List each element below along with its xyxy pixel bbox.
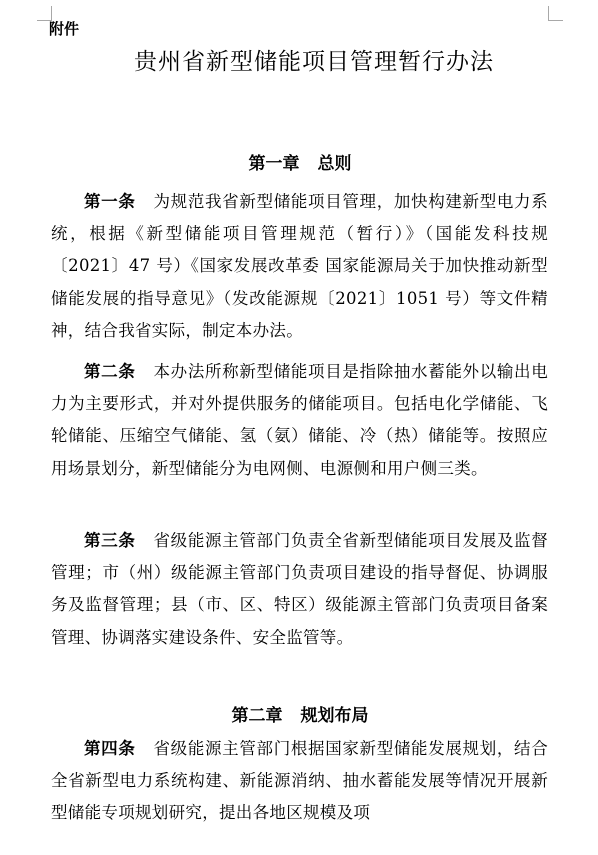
article-text: 省级能源主管部门负责全省新型储能项目发展及监督管理；市（州）级能源主管部门负责项目建设的指导督促、协调服务及监督管理；县（市、区、特区）级能源主管部门负责项目备案管理、协调落实建设条件、安全监管等。 — [51, 531, 549, 647]
attachment-label: 附件 — [49, 20, 80, 38]
article-text: 本办法所称新型储能项目是指除抽水蓄能外以输出电力为主要形式，并对外提供服务的储能项目。包括电化学储能、飞轮储能、压缩空气储能、氢（氨）储能、冷（热）储能等。按照应用场景划分，新型储能分为电网侧、电源侧和用户侧三类。 — [51, 362, 549, 478]
article-label: 第一条 — [84, 192, 136, 211]
article-2 — [51, 356, 548, 485]
article-4 — [51, 733, 548, 830]
margin-mark-top-right — [548, 6, 563, 21]
article-text: 为规范我省新型储能项目管理，加快构建新型电力系统，根据《新型储能项目管理规范（暂行）》（国能发科技规〔2021〕47 号）《国家发展改革委 国家能源局关于加快推动新型储能发展的指导意见》（发改能源规〔2021〕1051 号）等文件精神，结合我省实际，制定本办法。 — [51, 192, 549, 340]
chapter-name: 规划布局 — [300, 706, 369, 726]
document-title: 贵州省新型储能项目管理暂行办法 — [134, 49, 494, 75]
chapter-number: 第二章 — [231, 706, 283, 726]
chapter-heading-2 — [0, 704, 598, 728]
chapter-name: 总则 — [317, 154, 352, 174]
article-label: 第三条 — [84, 531, 136, 550]
chapter-heading-1 — [0, 152, 598, 176]
article-label: 第二条 — [84, 362, 136, 381]
chapter-number: 第一章 — [248, 154, 300, 174]
article-text: 省级能源主管部门根据国家新型储能发展规划，结合全省新型电力系统构建、新能源消纳、抽水蓄能发展等情况开展新型储能专项规划研究，提出各地区规模及项 — [51, 739, 549, 823]
article-3 — [51, 525, 548, 654]
article-1 — [51, 186, 548, 347]
article-label: 第四条 — [84, 739, 136, 758]
